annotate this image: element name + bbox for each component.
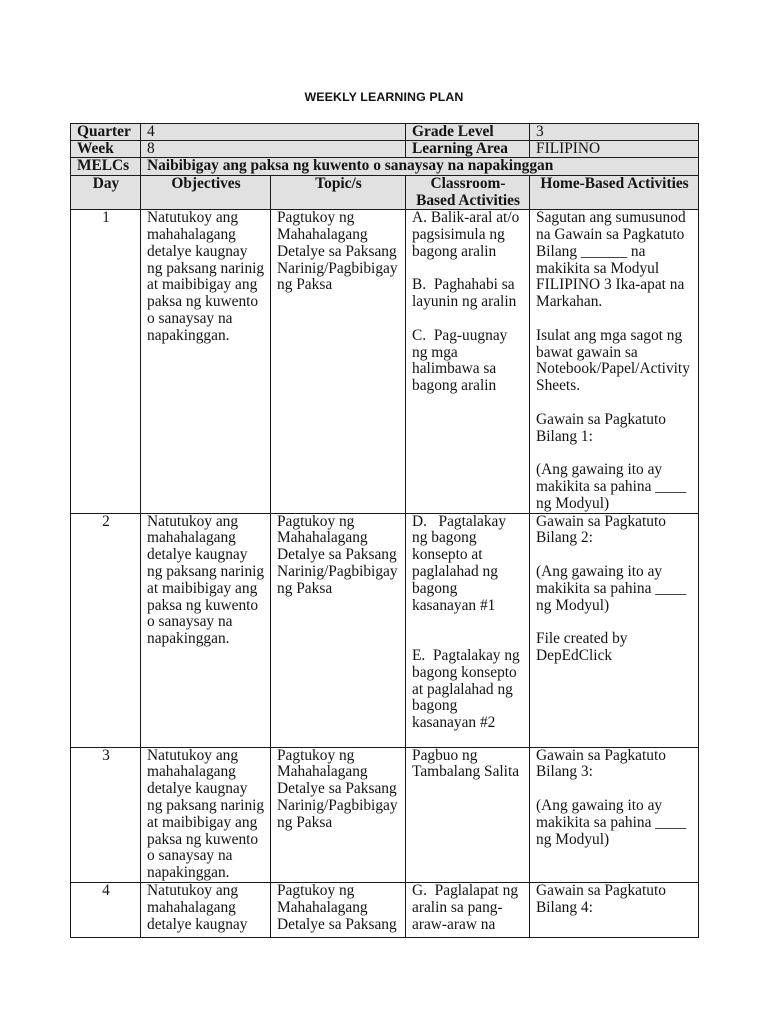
quarter-row	[71, 124, 699, 141]
quarter-value: 4	[141, 124, 406, 141]
grade-level-value: 3	[530, 124, 699, 141]
lesson-row	[71, 747, 699, 882]
melcs-row	[71, 158, 699, 176]
home-activities-cell: Gawain sa Pagkatuto Bilang 4:	[530, 882, 699, 937]
week-label: Week	[71, 141, 141, 158]
grade-level-label: Grade Level	[406, 124, 530, 141]
topic-cell: Pagtukoy ng Mahahalagang Detalye sa Paksang Narinig/Pagbibigay ng Paksa	[271, 747, 406, 882]
column-header-day: Day	[71, 176, 141, 210]
lesson-row	[71, 882, 699, 937]
objectives-cell: Natutukoy ang mahahalagang detalye kaugnay	[141, 882, 271, 937]
column-header-topics: Topic/s	[271, 176, 406, 210]
objectives-cell: Natutukoy ang mahahalagang detalye kaugnay ng paksang narinig at maibibigay ang paksa ng kuwento o sanaysay na napakinggan.	[141, 747, 271, 882]
topic-cell: Pagtukoy ng Mahahalagang Detalye sa Paksang Narinig/Pagbibigay ng Paksa	[271, 210, 406, 513]
lesson-row	[71, 513, 699, 747]
column-header-home-activities: Home-Based Activities	[530, 176, 699, 210]
document-title: WEEKLY LEARNING PLAN	[304, 90, 464, 104]
day-cell: 4	[71, 882, 141, 937]
objectives-cell: Natutukoy ang mahahalagang detalye kaugnay ng paksang narinig at maibibigay ang paksa ng kuwento o sanaysay na napakinggan.	[141, 210, 271, 513]
home-activities-cell: Gawain sa Pagkatuto Bilang 2: (Ang gawaing ito ay makikita sa pahina ____ ng Modyul) File created by DepEdClick	[530, 513, 699, 747]
learning-area-value: FILIPINO	[530, 141, 699, 158]
lesson-row	[71, 210, 699, 513]
day-cell: 3	[71, 747, 141, 882]
home-activities-cell: Gawain sa Pagkatuto Bilang 3: (Ang gawaing ito ay makikita sa pahina ____ ng Modyul)	[530, 747, 699, 882]
quarter-label: Quarter	[71, 124, 141, 141]
weekly-learning-plan-table	[70, 123, 699, 938]
column-header-objectives: Objectives	[141, 176, 271, 210]
learning-area-label: Learning Area	[406, 141, 530, 158]
day-cell: 1	[71, 210, 141, 513]
classroom-activities-cell: D. Pagtalakay ng bagong konsepto at paglalahad ng bagong kasanayan #1 E. Pagtalakay ng bagong konsepto at paglalahad ng bagong kasanayan #2	[406, 513, 530, 747]
topic-cell: Pagtukoy ng Mahahalagang Detalye sa Paksang	[271, 882, 406, 937]
melcs-value: Naibibigay ang paksa ng kuwento o sanaysay na napakinggan	[141, 158, 699, 176]
classroom-activities-cell: A. Balik-aral at/o pagsisimula ng bagong aralin B. Paghahabi sa layunin ng aralin C. Pag-uugnay ng mga halimbawa sa bagong aralin	[406, 210, 530, 513]
week-row	[71, 141, 699, 158]
day-cell: 2	[71, 513, 141, 747]
classroom-activities-cell: Pagbuo ng Tambalang Salita	[406, 747, 530, 882]
objectives-cell: Natutukoy ang mahahalagang detalye kaugnay ng paksang narinig at maibibigay ang paksa ng kuwento o sanaysay na napakinggan.	[141, 513, 271, 747]
column-header-row	[71, 176, 699, 210]
home-activities-cell: Sagutan ang sumusunod na Gawain sa Pagkatuto Bilang ______ na makikita sa Modyul FILIPINO 3 Ika-apat na Markahan. Isulat ang mga sagot ng bawat gawain sa Notebook/Papel/Activity Sheets. Gawain sa Pagkatuto Bilang 1: (Ang gawaing ito ay makikita sa pahina ____ ng Modyul)	[530, 210, 699, 513]
column-header-classroom-activities: Classroom- Based Activities	[406, 176, 530, 210]
classroom-activities-cell: G. Paglalapat ng aralin sa pang- araw-araw na	[406, 882, 530, 937]
melcs-label: MELCs	[71, 158, 141, 176]
topic-cell: Pagtukoy ng Mahahalagang Detalye sa Paksang Narinig/Pagbibigay ng Paksa	[271, 513, 406, 747]
week-value: 8	[141, 141, 406, 158]
